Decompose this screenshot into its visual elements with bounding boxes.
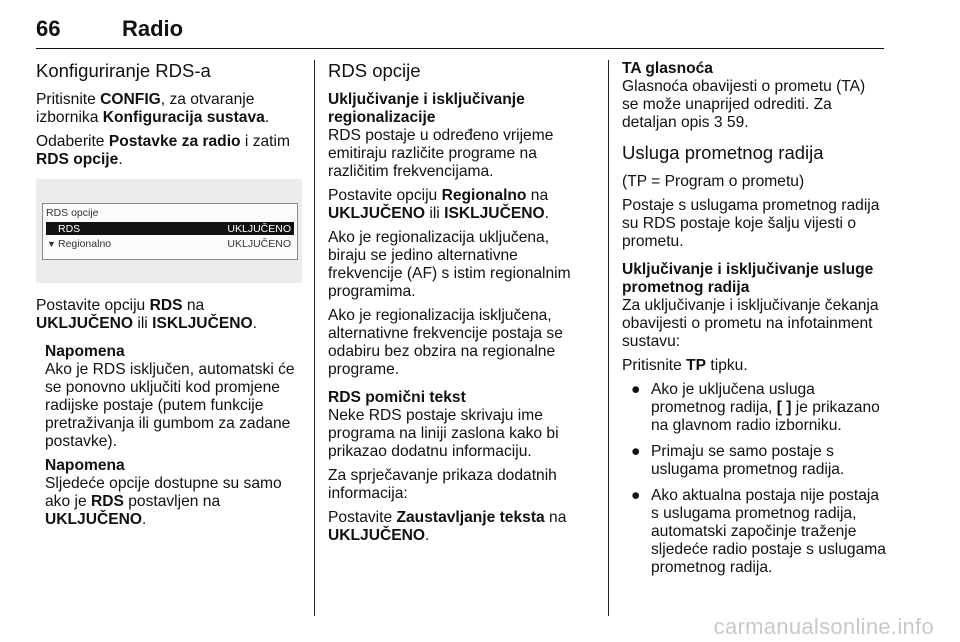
- column-3: [622, 60, 886, 585]
- paragraph: Ako je regionalizacija isključena, alternativne frekvencije postaja se odabiru bez obzira na regionalne programe.: [328, 307, 563, 378]
- row-label: Regionalno: [58, 238, 112, 250]
- bullet-icon: ●: [631, 381, 641, 398]
- bullet-icon: ●: [631, 487, 641, 504]
- note-title: Napomena: [45, 457, 125, 474]
- list-item: ● Ako je uključena usluga prometnog radija, [ ] je prikazano na glavnom radio izborniku.: [631, 381, 880, 434]
- screen-row-regional[interactable]: [46, 237, 294, 250]
- page-header: [36, 14, 884, 49]
- bullet-icon: ●: [631, 443, 641, 460]
- note-1: [45, 343, 302, 451]
- screen-row-rds[interactable]: [46, 222, 294, 235]
- paragraph: Ako je regionalizacija uključena, biraju se jedino alternativne frekvencije (AF) s istim regionalnim programima.: [328, 229, 571, 300]
- paragraph-set-rds: Postavite opciju RDS na UKLJUČENO ili ISKLJUČENO.: [36, 297, 257, 332]
- note-text: Sljedeće opcije dostupne su samo ako je RDS postavljen na UKLJUČENO.: [45, 475, 282, 528]
- row-label: RDS: [58, 223, 81, 235]
- scroll-down-arrow-icon: ▼: [47, 239, 56, 249]
- column-divider: [608, 60, 609, 616]
- paragraph: Pritisnite TP tipku.: [622, 357, 748, 374]
- paragraph: Za uključivanje i isključivanje čekanja obavijesti o prometu na infotainment sustavu:: [622, 297, 879, 350]
- paragraph: Glasnoća obavijesti o prometu (TA) se može unaprijed odrediti. Za detaljan opis 3 59.: [622, 78, 866, 131]
- paragraph: Postavite Zaustavljanje teksta na UKLJUČENO.: [328, 509, 567, 544]
- section-heading-traffic-radio: Usluga prometnog radija: [622, 142, 824, 163]
- subheading-traffic-toggle: Uključivanje i isključivanje usluge prometnog radija: [622, 261, 874, 296]
- row-value: UKLJUČENO: [227, 223, 291, 235]
- subheading-regionalization: Uključivanje i isključivanje regionalizacije: [328, 91, 525, 126]
- paragraph-config: Pritisnite CONFIG, za otvaranje izbornika Konfiguracija sustava.: [36, 91, 270, 126]
- list-item: ● Ako aktualna postaja nije postaja s uslugama prometnog radija, automatski započinje traženje sljedeće radio postaje s uslugama prometnog radija.: [631, 487, 886, 576]
- column-divider: [314, 60, 315, 616]
- watermark: carmanualsonline.info: [713, 614, 934, 639]
- section-heading-rds-options: RDS opcije: [328, 60, 421, 81]
- paragraph: Neke RDS postaje skrivaju ime programa na liniji zaslona kako bi prikazao dodatnu informaciju.: [328, 407, 559, 460]
- subheading-scrolling-text: RDS pomični tekst: [328, 389, 466, 406]
- page-title: Radio: [122, 16, 184, 41]
- note-text: Ako je RDS isključen, automatski će se ponovno uključiti kod promjene radijske postaje (putem funkcije pretraživanja ili gumbom za zadane postavke).: [45, 361, 295, 450]
- column-1: [36, 60, 302, 535]
- rds-options-screen-figure: [36, 179, 302, 283]
- bullet-list: [622, 381, 886, 577]
- page-reference-link[interactable]: 3 59: [713, 114, 745, 131]
- note-2: [45, 457, 302, 529]
- row-value: UKLJUČENO: [227, 238, 291, 250]
- list-item: ● Primaju se samo postaje s uslugama prometnog radija.: [631, 443, 845, 478]
- paragraph: Postavite opciju Regionalno na UKLJUČENO ili ISKLJUČENO.: [328, 187, 549, 222]
- column-2: [328, 60, 584, 551]
- screen-title: RDS opcije: [46, 207, 99, 219]
- paragraph-select: Odaberite Postavke za radio i zatim RDS opcije.: [36, 133, 290, 168]
- section-heading-rds-config: Konfiguriranje RDS-a: [36, 60, 211, 81]
- paragraph: Za sprječavanje prikaza dodatnih informacija:: [328, 467, 557, 502]
- paragraph: Postaje s uslugama prometnog radija su RDS postaje koje šalju vijesti o prometu.: [622, 197, 880, 250]
- subheading-ta-volume: TA glasnoća: [622, 60, 713, 77]
- paragraph: RDS postaje u određeno vrijeme emitiraju različite programe na različitim frekvencijama.: [328, 127, 554, 180]
- paragraph: (TP = Program o prometu): [622, 173, 805, 190]
- page-number: 66: [36, 16, 61, 41]
- display-screen: [42, 203, 298, 260]
- note-title: Napomena: [45, 343, 125, 360]
